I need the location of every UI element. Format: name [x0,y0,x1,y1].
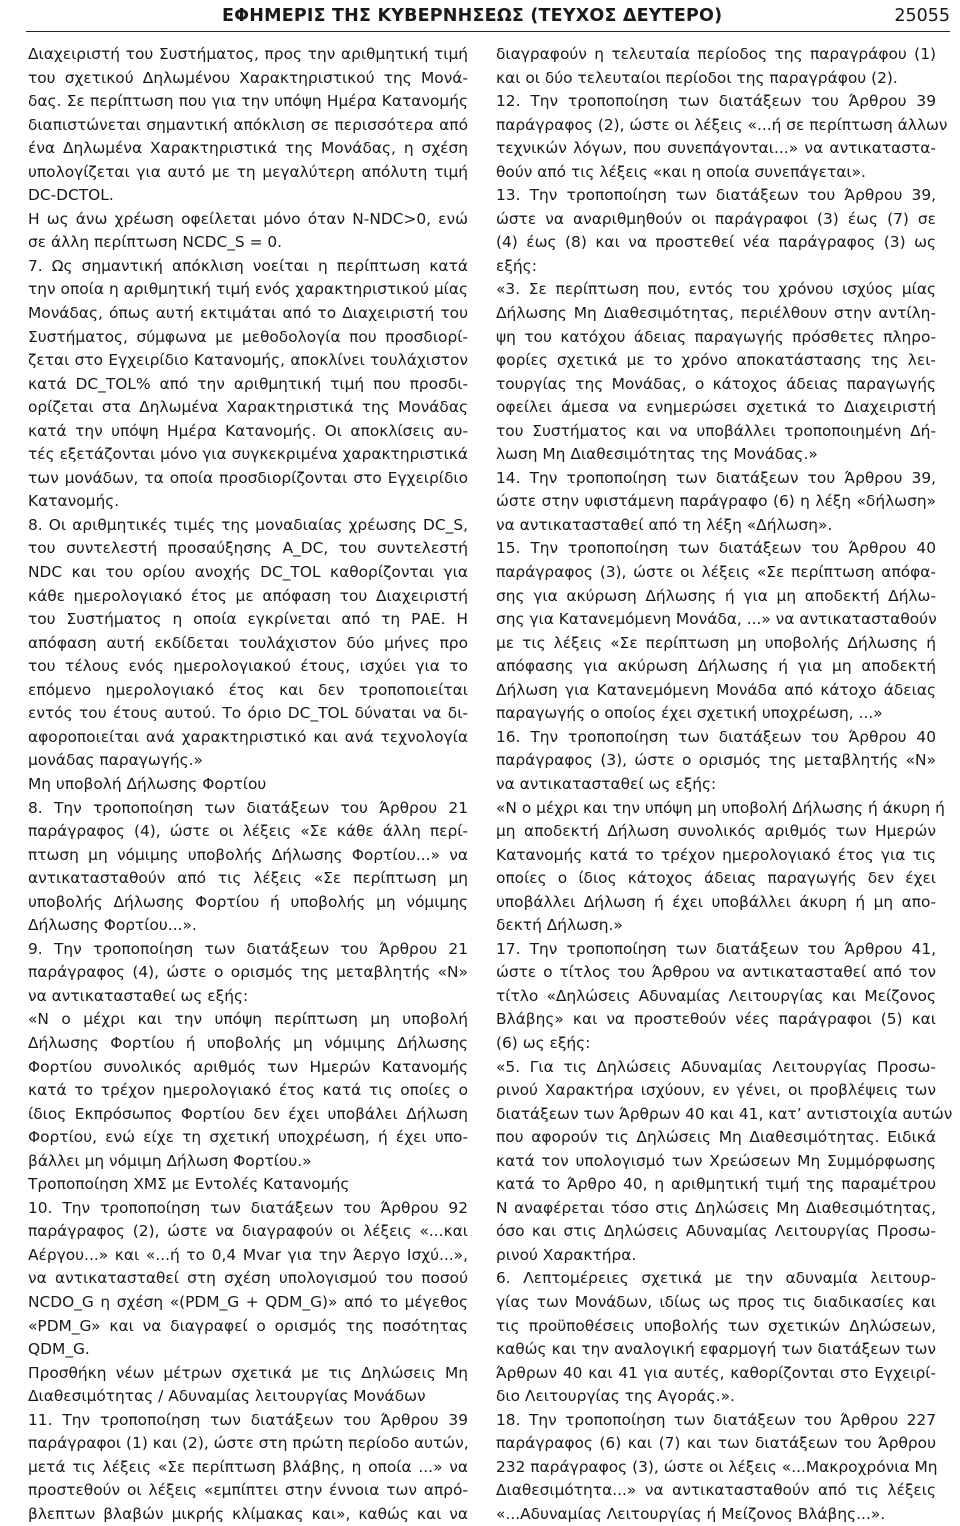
text-line: 13. Την τροποποίηση των διατάξεων του Άρθρου 39, [496,186,936,205]
text-line: προστεθούν οι λέξεις «εμπίπτει στην έννοια των απρό- [28,1481,468,1500]
text-line: «...Αδυναμίας Λειτουργίας ή Μείζονος Βλάβης...». [496,1504,886,1523]
text-line: να αντικατασταθεί από τη λέξη «Δήλωση». [496,515,833,534]
text-line: και οι δύο τελευταίοι περίοδοι της παραγράφου (2). [496,68,898,87]
text-line: τουργίας της Μονάδας, ο κάτοχος άδειας παραγωγής [496,374,936,393]
text-line: κατά το Άρθρο 40, η αριθμητική τιμή της παραμέτρου [496,1175,936,1194]
text-line: μονάδας παραγωγής.» [28,751,203,770]
text-line: γίας των Μονάδων, ιδίως ως προς τις διαδικασίες και [496,1292,936,1311]
text-line: (4) έως (8) και να προστεθεί νέα παράγραφος (3) ως [496,233,936,252]
text-line: του Συστήματος και να υποβάλλει τροποποιημένη Δή- [496,421,936,440]
text-line: βλεπτων βλαβών μικρής κλίμακας και», καθώς και να [28,1504,468,1523]
text-line: τεχνικών λόγων, που συνεπάγονται...» να αντικαταστα- [496,139,936,158]
text-line: σης για Κατανεμόμενη Μονάδα, ...» να αντικατασταθούν [496,610,937,629]
text-line: σης για ακύρωση Δήλωσης ή για μη αποδεκτή Δήλω- [496,586,936,605]
text-line: με τις λέξεις «Σε περίπτωση μη υποβολής Δήλωσης ή [496,633,936,652]
header-rule [26,31,950,32]
text-line: ζεται στο Εγχειρίδιο Κατανομής, αποκλίνει τουλάχιστον [28,351,468,370]
text-line: 8. Οι αριθμητικές τιμές της μοναδιαίας χρέωσης DC_S, [28,515,468,534]
page-number: 25055 [894,6,950,26]
text-line: «PDM_G» και να διαγραφεί ο ορισμός της ποσότητας [28,1316,468,1335]
text-line: Φορτίου, ενώ είχε τη σχετική υποχρέωση, ή έχει υπο- [28,1128,468,1147]
text-line: κατά το τρέχον ημερολογιακό έτος κατά τις οποίες ο [28,1081,468,1100]
text-line: οφείλει άμεσα να ενημερώσει σχετικά το Διαχειριστή [496,398,936,417]
text-line: κατά την υπόψη Ημέρα Κατανομής. Οι αποκλίσεις αυ- [28,421,468,440]
text-line: παράγραφος (4), ώστε ο ορισμός της μεταβλητής «N» [28,963,468,982]
text-line: υποβάλλει Δήλωση ή έχει υποβάλλει άκυρη ή μη απο- [496,892,936,911]
text-line: ίδιος Εκπρόσωπος Φορτίου δεν έχει υποβάλει Δήλωση [28,1104,468,1123]
text-line: 17. Την τροποποίηση των διατάξεων του Άρθρου 41, [496,939,936,958]
text-line: 11. Την τροποποίηση των διατάξεων του Άρθρου 39 [28,1410,468,1429]
text-line: 232 παράγραφος (3), ώστε οι λέξεις «...Μακροχρόνια Μη [496,1457,938,1476]
text-line: (6) ως εξής: [496,1033,591,1052]
text-line: οποίες ο ίδιος κάτοχος άδειας παραγωγής δεν έχει [496,869,936,888]
text-line: Μονάδας, όπως αυτή εκτιμάται από το Διαχειριστή του [28,304,468,323]
text-line: τίτλο «Δηλώσεις Αδυναμίας Λειτουργίας και Μείζονος [496,986,936,1005]
text-line: διαγραφούν η τελευταία περίοδος της παραγράφου (1) [496,45,936,63]
text-line: NCDO_G η σχέση «(PDM_G + QDM_G)» από το μέγεθος [28,1292,468,1311]
text-line: ψη του κατόχου άδειας παραγωγής πρόσθετες πληρο- [496,327,936,346]
journal-title: ΕΦΗΜΕΡΙΣ ΤΗΣ ΚΥΒΕΡΝΗΣΕΩΣ (ΤΕΥΧΟΣ ΔΕΥΤΕΡΟ) [222,6,723,26]
text-line: Κατανομής. [28,492,120,511]
text-line: 7. Ως σημαντική απόκλιση νοείται η περίπτωση κατά [28,256,468,275]
text-line: διατάξεων των Άρθρων 40 και 41, κατ’ αντιστοιχία αυτών [496,1104,953,1123]
text-line: απόφασης για ακύρωση Δήλωσης ή για μη αποδεκτή [496,657,936,676]
text-line: να αντικατασταθεί ως εξής: [28,986,249,1005]
text-line: 8. Την τροποποίηση των διατάξεων του Άρθρου 21 [28,798,468,817]
text-line: Διαθεσιμότητας / Αδυναμίας λειτουργίας Μονάδων [28,1387,426,1406]
text-line: QDM_G. [28,1340,90,1359]
text-line: κατά DC_TOL% από την αριθμητική τιμή που προσδι- [28,374,468,393]
text-line: δεκτή Δήλωση.» [496,916,623,935]
text-line: ρινού Χαρακτήρα ισχύουν, εν γένει, οι προβλέψεις των [496,1081,936,1100]
text-line: Δήλωσης Φορτίου...». [28,916,197,935]
text-line: του τέλους ενός ημερολογιακού έτους, ισχύει για το [28,657,468,676]
text-line: 18. Την τροποποίηση των διατάξεων του Άρθρου 227 [496,1410,936,1429]
text-line: πτωση μη νόμιμης υποβολής Δήλωσης Φορτίου...» να [28,845,468,864]
text-line: εξής: [496,256,537,275]
text-line: 6. Λεπτομέρειες σχετικά με την αδυναμία λειτουρ- [496,1269,936,1288]
text-line: ώστε να αναριθμηθούν οι παράγραφοι (3) έως (7) σε [496,209,936,228]
text-line: παράγραφος (3), ώστε οι λέξεις «Σε περίπτωση απόφα- [496,563,936,582]
text-line: Κατανομής κατά το τρέχον ημερολογιακό έτος για τις [496,845,936,864]
text-line: Διαχειριστή του Συστήματος, προς την αριθμητική τιμή [28,45,468,63]
text-line: υποβολής Δήλωσης Φορτίου ή υποβολής μη νόμιμης [28,892,468,911]
text-line: θούν από τις λέξεις «και η οποία συνεπάγεται». [496,162,866,181]
text-line: φορίες σχετικά με το χρόνο αποκατάστασης της λει- [496,351,936,370]
text-line: του συντελεστή προσαύξησης A_DC, του συντελεστή [28,539,468,558]
text-line: Η ως άνω χρέωση οφείλεται μόνο όταν N-NDC>0, ενώ [28,209,468,228]
text-line: αφοροποιείται ανά χαρακτηριστικό και ανά τεχνολογία [28,727,468,746]
text-line: δας. Σε περίπτωση που για την υπόψη Ημέρα Κατανομής [28,92,468,111]
text-line: 10. Την τροποποίηση των διατάξεων του Άρθρου 92 [28,1198,468,1217]
text-line: Δήλωσης Φορτίου ή υποβολής μη νόμιμης Δήλωσης [28,1033,468,1052]
text-line: να αντικατασταθεί στη σχέση υπολογισμού του ποσού [28,1269,468,1288]
text-line: του Συστήματος η οποία εγκρίνεται από τη ΡΑΕ. Η [28,610,468,629]
text-line: 14. Την τροποποίηση των διατάξεων του Άρθρου 39, [496,468,936,487]
text-line: 12. Την τροποποίηση των διατάξεων του Άρθρου 39 [496,92,936,111]
text-line: κάθε ημερολογιακό έτος με απόφαση του Διαχειριστή [28,586,468,605]
text-line: DC-DCTOL. [28,186,114,205]
text-line: παράγραφοι (1) και (2), ώστε στη πρώτη περίοδο αυτών, [28,1434,469,1453]
text-line: υπολογίζεται για αυτό με τη μεγαλύτερη απόλυτη τιμή [28,162,468,181]
text-line: παράγραφος (4), ώστε οι λέξεις «Σε κάθε άλλη περί- [28,822,468,841]
text-line: 9. Την τροποποίηση των διατάξεων του Άρθρου 21 [28,939,468,958]
text-line: ορίζεται στα Δηλωμένα Χαρακτηριστικά της Μονάδας [28,398,468,417]
text-line: Βλάβης» και να προστεθούν νέες παράγραφοι (5) και [496,1010,936,1029]
text-line: διο Λειτουργίας της Αγοράς.». [496,1387,735,1406]
text-line: NDC και του ορίου ανοχής DC_TOL καθορίζονται για [28,563,468,582]
text-line: μη αποδεκτή Δήλωση συνολικός αριθμός των Ημερών [496,822,936,841]
text-line: N αναφέρεται τόσο στις Δηλώσεις Μη Διαθεσιμότητας, [496,1198,936,1217]
text-line: «3. Σε περίπτωση που, εντός του χρόνου ισχύος μίας [496,280,936,299]
text-line: Άρθρων 40 και 41 για αυτές, καθορίζονται στο Εγχειρί- [496,1363,936,1382]
text-line: Μη υποβολή Δήλωσης Φορτίου [28,774,267,793]
text-line: παράγραφος (6) και (7) και των διατάξεων του Άρθρου [496,1434,936,1453]
text-line: Τροποποίηση ΧΜΣ με Εντολές Κατανομής [28,1175,350,1194]
text-line: αντικατασταθούν από τις λέξεις «Σε περίπτωση μη [28,869,468,888]
text-line: την οποία η αριθμητική τιμή ενός χαρακτηριστικού μίας [28,280,468,299]
text-line: Φορτίου συνολικός αριθμός των Ημερών Κατανομής [28,1057,468,1076]
text-line: παραγωγής ο οποίος έχει σχετική υποχρέωση, ...» [496,704,883,723]
text-line: ρινού Χαρακτήρα. [496,1245,637,1264]
text-line: Διαθεσιμότητα...» να αντικατασταθούν από τις λέξεις [496,1481,936,1500]
text-line: ώστε ο τίτλος του Άρθρου να αντικατασταθεί από τον [496,963,936,982]
text-line: τές εξετάζονται μόνο για συγκεκριμένα χαρακτηριστικά [28,445,468,464]
text-line: καθώς και την αναλογική εφαρμογή των διατάξεων των [496,1340,936,1359]
text-line: εντός του έτους αυτού. Το όριο DC_TOL δύναται να δι- [28,704,468,723]
text-line: τις προϋποθέσεις υποβολής των σχετικών Δηλώσεων, [496,1316,936,1335]
text-line: να αντικατασταθεί ως εξής: [496,774,717,793]
page-header [0,0,960,34]
text-line: Συστήματος, σύμφωνα με μεθοδολογία που προσδιορί- [28,327,468,346]
text-line: Δήλωσης Μη Διαθεσιμότητας, περιέλθουν στην αντίλη- [496,304,936,323]
text-line: Αέργου...» και «...ή το 0,4 Mvar για την Άεργο Ισχύ...», [28,1245,468,1264]
text-line: 15. Την τροποποίηση των διατάξεων του Άρθρου 40 [496,539,936,558]
text-line: παράγραφος (2), ώστε οι λέξεις «...ή σε περίπτωση άλλων [496,115,948,134]
text-line: Προσθήκη νέων μέτρων σχετικά με τις Δηλώσεις Μη [28,1363,468,1382]
text-line: ένα Δηλωμένα Χαρακτηριστικά της Μονάδας, η σχέση [28,139,468,158]
text-line: λωση Μη Διαθεσιμότητας της Μονάδας.» [496,445,818,464]
text-line: βάλλει μη νόμιμη Δήλωση Φορτίου.» [28,1151,312,1170]
text-line: του σχετικού Δηλωμένου Χαρακτηριστικού της Μονά- [28,68,468,87]
text-line: μετά τις λέξεις «Σε περίπτωση βλάβης, η οποία ...» να [28,1457,468,1476]
text-line: απόφαση αυτή εκδίδεται τουλάχιστον δύο μήνες προ [28,633,468,652]
text-line: «5. Για τις Δηλώσεις Αδυναμίας Λειτουργίας Προσω- [496,1057,936,1076]
text-line: παράγραφος (3), ώστε ο ορισμός της μεταβλητής «N» [496,751,936,770]
text-line: «N ο μέχρι και την υπόψη περίπτωση μη υποβολή [28,1010,468,1029]
text-line: όσο και στις Δηλώσεις Αδυναμίας Λειτουργίας Προσω- [496,1222,936,1241]
text-line: σε άλλη περίπτωση NCDC_S = 0. [28,233,283,252]
right-text-column [496,43,953,1526]
text-line: των μονάδων, τα οποία προσδιορίζονται στο Εγχειρίδιο [28,468,468,487]
text-line: κατά τον υπολογισμό των Χρεώσεων Μη Συμμόρφωσης [496,1151,936,1170]
text-line: ώστε στην υφιστάμενη παράγραφο (6) η λέξη «δήλωση» [496,492,936,511]
text-line: επόμενο ημερολογιακό έτος και δεν τροποποιείται [28,680,468,699]
left-text-column [28,43,468,1526]
text-line: 16. Την τροποποίηση των διατάξεων του Άρθρου 40 [496,727,936,746]
text-line: παράγραφος (2), ώστε να διαγραφούν οι λέξεις «...και [28,1222,468,1241]
text-line: «N ο μέχρι και την υπόψη μη υποβολή Δήλωσης ή άκυρη ή [496,798,945,817]
text-line: Δήλωση για Κατανεμόμενη Μονάδα από κάτοχο άδειας [496,680,936,699]
text-line: διαπιστώνεται σημαντική απόκλιση σε περισσότερα από [28,115,468,134]
text-line: που αφορούν τις Δηλώσεις Μη Διαθεσιμότητας. Ειδικά [496,1128,936,1147]
